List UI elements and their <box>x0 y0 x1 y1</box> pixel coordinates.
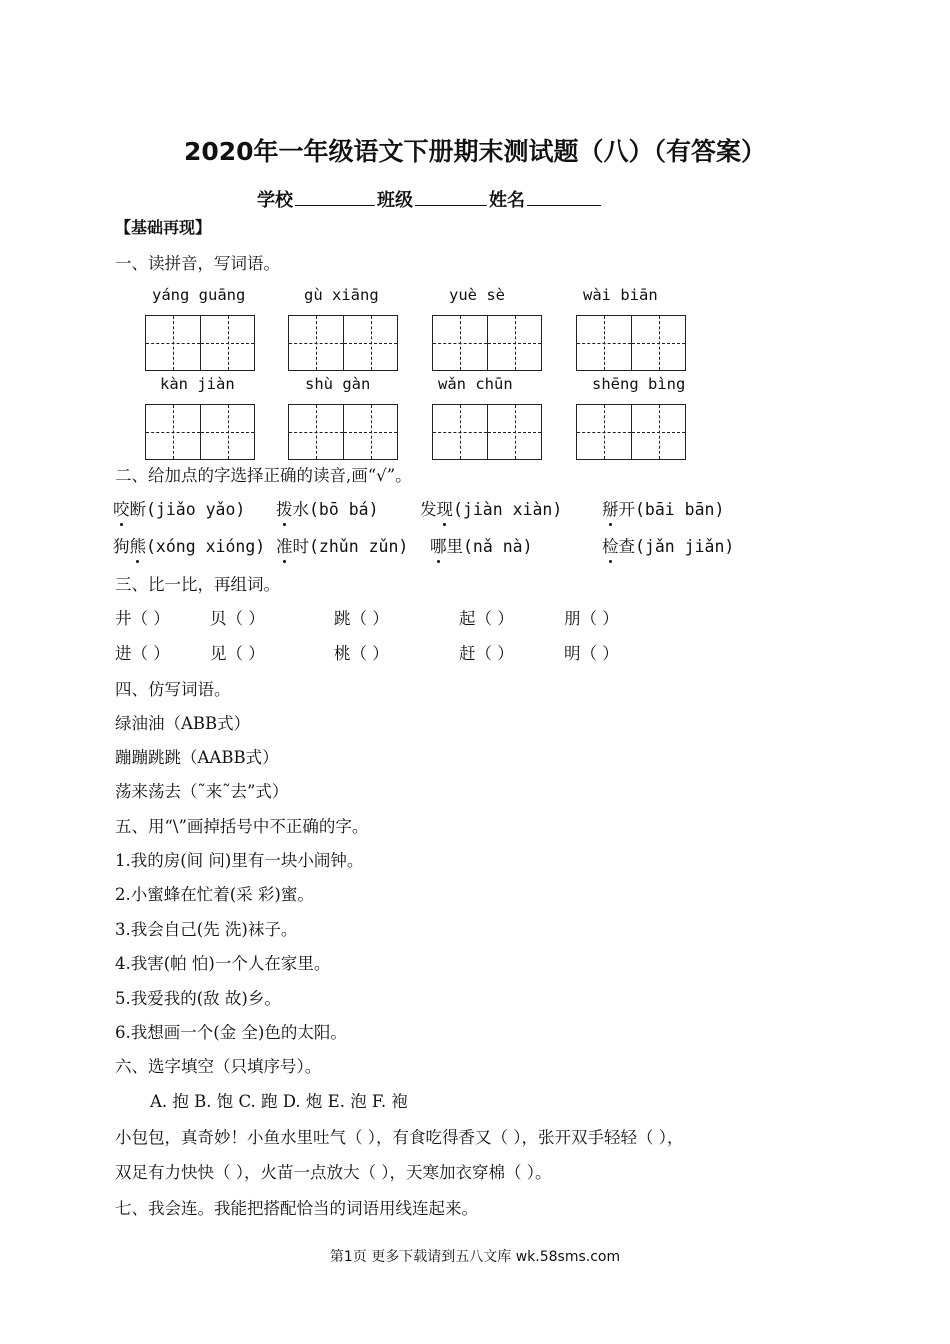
writing-grid-1[interactable] <box>145 315 255 371</box>
compare-item-5[interactable]: 朋（ ） <box>564 609 619 628</box>
q6-line-2[interactable]: 双足有力快快（ ），火苗一点放大（ ），天寒加衣穿棉（ ）。 <box>115 1163 552 1182</box>
q7-heading: 七、我会连。我能把搭配恰当的词语用线连起来。 <box>115 1199 478 1218</box>
school-blank[interactable] <box>295 187 375 206</box>
strike-item-1[interactable]: 1.我的房(间 问)里有一块小闹钟。 <box>115 851 364 870</box>
strike-item-4[interactable]: 4.我害(帕 怕)一个人在家里。 <box>115 954 331 973</box>
q2-heading: 二、给加点的字选择正确的读音,画“√”。 <box>115 466 412 485</box>
reading-item-3[interactable]: 发现(jiàn xiàn) <box>420 496 562 520</box>
compare-item-7[interactable]: 见（ ） <box>210 644 265 663</box>
reading-item-1[interactable]: 咬断(jiǎo yǎo) <box>113 496 245 520</box>
pinyin-1: yáng guāng <box>152 286 246 304</box>
writing-grid-4[interactable] <box>576 315 686 371</box>
compare-item-4[interactable]: 起（ ） <box>459 609 514 628</box>
compare-item-3[interactable]: 跳（ ） <box>334 609 389 628</box>
pinyin-2: gù xiāng <box>304 286 379 304</box>
q6-line-1[interactable]: 小包包，真奇妙！小鱼水里吐气（ ），有食吃得香又（ ），张开双手轻轻（ ）， <box>115 1128 684 1147</box>
pinyin-4: wài biān <box>583 286 658 304</box>
class-label: 班级 <box>377 190 413 211</box>
strike-item-3[interactable]: 3.我会自己(先 洗)袜子。 <box>115 920 298 939</box>
pinyin-3: yuè sè <box>449 286 505 304</box>
compare-item-9[interactable]: 赶（ ） <box>459 644 514 663</box>
imitation-item-2: 蹦蹦跳跳（AABB式） <box>115 748 279 767</box>
page-footer: 第1页 更多下载请到五八文库 wk.58sms.com <box>329 1249 621 1265</box>
pinyin-7: wǎn chūn <box>438 375 513 393</box>
class-blank[interactable] <box>415 187 487 206</box>
reading-item-4[interactable]: 掰开(bāi bān) <box>602 496 724 520</box>
q1-heading: 一、读拼音，写词语。 <box>115 254 280 273</box>
school-label: 学校 <box>257 190 293 211</box>
q5-heading: 五、用“\”画掉括号中不正确的字。 <box>115 817 369 836</box>
pinyin-8: shēng bìng <box>592 375 686 393</box>
q3-heading: 三、比一比，再组词。 <box>115 575 280 594</box>
strike-item-5[interactable]: 5.我爱我的(敌 故)乡。 <box>115 989 281 1008</box>
reading-item-2[interactable]: 拨水(bō bá) <box>276 496 379 520</box>
imitation-item-3: 荡来荡去（˜来˜去”式） <box>115 782 289 801</box>
compare-item-2[interactable]: 贝（ ） <box>210 609 265 628</box>
pinyin-5: kàn jiàn <box>160 375 235 393</box>
writing-grid-3[interactable] <box>432 315 542 371</box>
name-blank[interactable] <box>527 187 601 206</box>
imitation-item-1: 绿油油（ABB式） <box>115 714 251 733</box>
student-info-line <box>257 186 603 212</box>
reading-item-8[interactable]: 检查(jǎn jiǎn) <box>602 533 734 557</box>
reading-item-7[interactable]: 哪里(nǎ nà) <box>430 533 533 557</box>
strike-item-6[interactable]: 6.我想画一个(金 全)色的太阳。 <box>115 1023 347 1042</box>
compare-item-10[interactable]: 明（ ） <box>564 644 619 663</box>
strike-item-2[interactable]: 2.小蜜蜂在忙着(采 彩)蜜。 <box>115 885 314 904</box>
page-title: 2020年一年级语文下册期末测试题（八）（有答案） <box>183 137 767 166</box>
compare-item-1[interactable]: 井（ ） <box>115 609 170 628</box>
section-heading: 【基础再现】 <box>115 218 212 237</box>
writing-grid-6[interactable] <box>288 404 398 460</box>
reading-item-6[interactable]: 准时(zhǔn zǔn) <box>276 533 408 557</box>
q6-options: A. 抱 B. 饱 C. 跑 D. 炮 E. 泡 F. 袍 <box>150 1092 408 1111</box>
writing-grid-8[interactable] <box>576 404 686 460</box>
pinyin-6: shù gàn <box>305 375 371 393</box>
q4-heading: 四、仿写词语。 <box>115 680 231 699</box>
writing-grid-2[interactable] <box>288 315 398 371</box>
name-label: 姓名 <box>489 190 525 211</box>
compare-item-8[interactable]: 桃（ ） <box>334 644 389 663</box>
q6-heading: 六、选字填空（只填序号）。 <box>115 1057 322 1076</box>
reading-item-5[interactable]: 狗熊(xóng xióng) <box>113 533 265 557</box>
writing-grid-5[interactable] <box>145 404 255 460</box>
writing-grid-7[interactable] <box>432 404 542 460</box>
compare-item-6[interactable]: 进（ ） <box>115 644 170 663</box>
